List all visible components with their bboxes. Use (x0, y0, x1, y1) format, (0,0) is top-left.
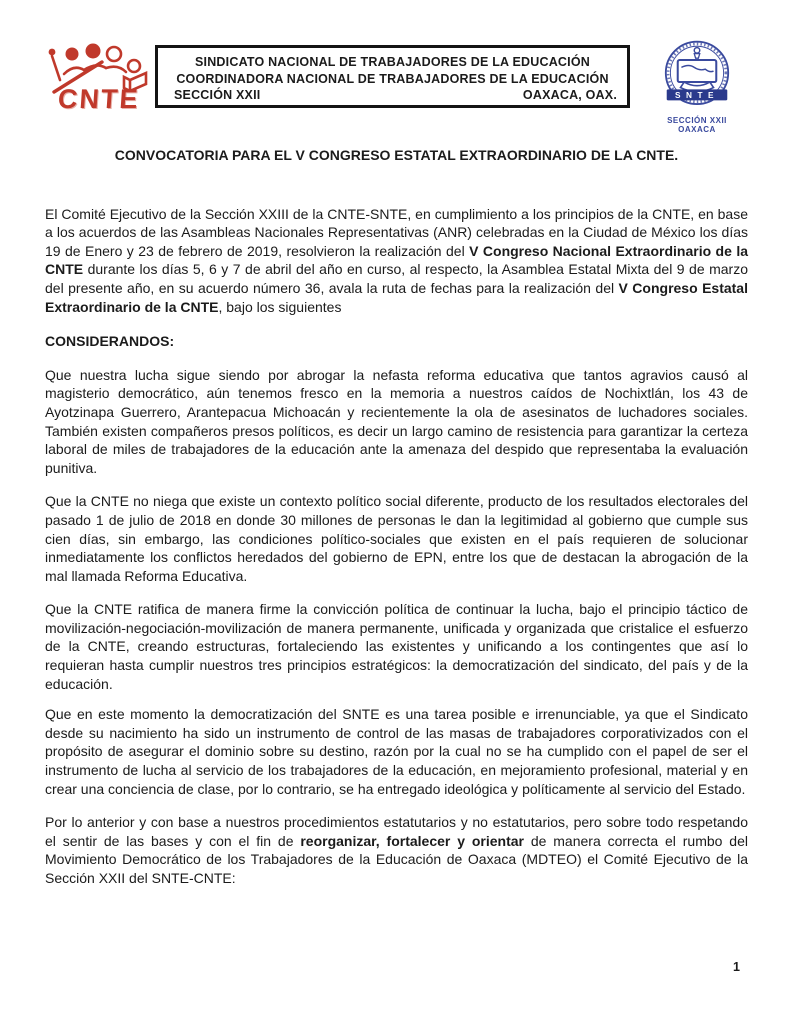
snte-emblem-icon (651, 38, 743, 116)
paragraph-closing: Por lo anterior y con base a nuestros procedimientos estatutarios y no estatutarios, pero sobre todo respetando el sentir de las bases y con el fin de reorganizar, fortalecer y orientar de manera correcta el rumbo del Movimiento Democrático de los Trabajadores de la Educación de Oaxaca (MDTEO) el Comité Ejecutivo de la Sección XXII del SNTE-CNTE: (45, 814, 748, 886)
cnte-logo (44, 40, 156, 120)
org-section-label: SECCIÓN XXII (174, 88, 261, 102)
org-line-1: SINDICATO NACIONAL DE TRABAJADORES DE LA EDUCACIÓN (195, 55, 590, 69)
paragraph-considerando-3: Que la CNTE ratifica de manera firme la convicción política de continuar la lucha, bajo el principio táctico de movilización-negociación-movilización de manera permanente, unificada y organizada que cristalice el esfuerzo de la CNTE, creando estructuras, fortaleciendo las existentes y unificando a los contingentes que así lo requieran hasta cumplir nuestros tres principios estratégicos: la democratización del sindicato, del país y de la educación. (45, 601, 748, 692)
paragraph-considerando-4: Que en este momento la democratización del SNTE es una tarea posible e irrenunciable, ya que el Sindicato desde su nacimiento ha sido un instrumento de control de las masas de trabajadores corporativizados con el propósito de asegurar el dominio sobre su destino, razón por la cual no se ha cumplido con el papel de ser el instrumento de lucha al servicio de los trabajadores de la educación, en mejoramiento profesional, material y en crear una conciencia de clase, por lo contrario, se ha entregado ideológica y políticamente al servicio del Estado. (45, 706, 748, 797)
paragraph-considerando-2: Que la CNTE no niega que existe un contexto político social diferente, producto de los resultados electorales del pasado 1 de julio de 2018 en donde 30 millones de personas le dan la legitimidad al gobierno que cumple sus cien días, sin embargo, las condiciones político-sociales que existen en el país requieren de solucionar inmediatamente los conflictos heredados del gobierno de EPN, entre los que de destacan la abrogación de la mal llamada Reforma Educativa. (45, 493, 748, 584)
snte-logo (645, 38, 749, 134)
letterhead (0, 0, 791, 140)
page-number: 1 (733, 960, 740, 974)
paragraph-considerando-1: Que nuestra lucha sigue siendo por abrogar la nefasta reforma educativa que tantos agravios causó al magisterio democrático, aún tenemos fresco en la memoria a nuestros caídos de Nochixtlán, los 43 de Ayotzinapa Guerrero, Arantepacua Michoacán y recientemente la ola de asesinatos de luchadores sociales. También existen compañeros presos políticos, es decir un largo camino de resistencia para garantizar la certeza laboral de miles de trabajadores de la educación ante la amenaza del despido que representaba la evaluación punitiva. (45, 366, 748, 476)
org-line-3 (158, 87, 627, 104)
document-title: CONVOCATORIA PARA EL V CONGRESO ESTATAL EXTRAORDINARIO DE LA CNTE. (114, 147, 679, 163)
snte-section-label: SECCIÓN XXII (667, 116, 727, 125)
paragraph-intro: El Comité Ejecutivo de la Sección XXIII de la CNTE-SNTE, en cumplimiento a los principios de la CNTE, en base a los acuerdos de las Asambleas Nacionales Representativas (ANR) celebradas en la Ciudad de México los días 19 de Enero y 23 de febrero de 2019, resolvieron la realización del V Congreso Nacional Extraordinario de la CNTE durante los días 5, 6 y 7 de abril del año en curso, al respecto, la Asamblea Estatal Mixta del 9 de marzo del presente año, en su acuerdo número 36, avala la ruta de fechas para la realización del V Congreso Estatal Extraordinario de la CNTE, bajo los siguientes (45, 205, 749, 315)
cnte-wordmark: CNTE (56, 84, 141, 114)
org-location-label: OAXACA, OAX. (522, 88, 617, 102)
svg-text:SNTE: SNTE (674, 91, 720, 101)
document-body (45, 146, 748, 888)
org-line-2: COORDINADORA NACIONAL DE TRABAJADORES DE LA EDUCACIÓN (176, 71, 609, 86)
considerandos-heading: CONSIDERANDOS: (45, 333, 175, 350)
snte-location-label: OAXACA (678, 125, 716, 134)
org-title-box (155, 45, 630, 108)
